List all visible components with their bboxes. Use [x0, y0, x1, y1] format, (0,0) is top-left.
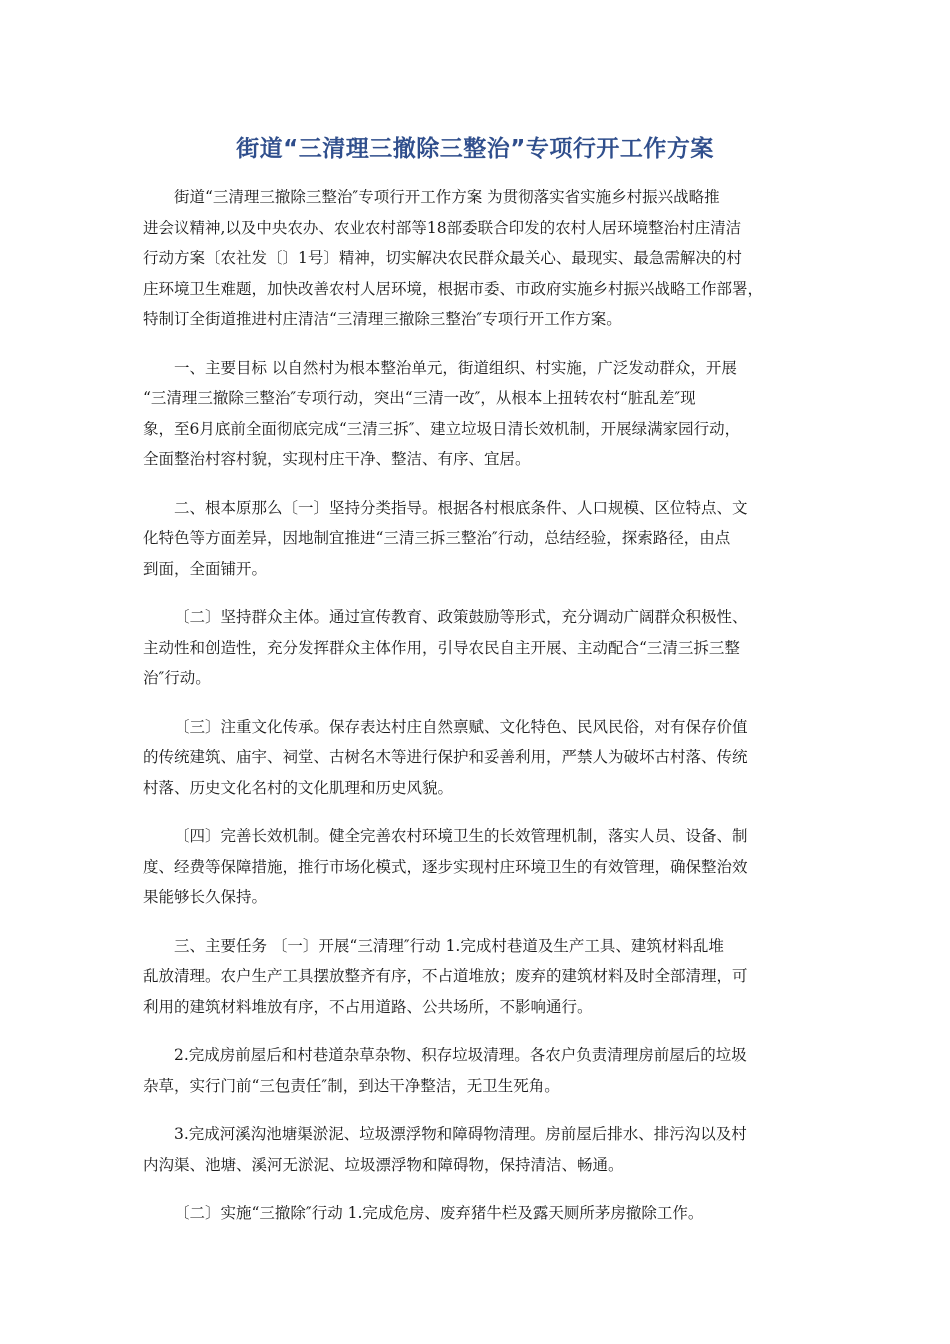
paragraph	[143, 931, 808, 1023]
text-line: 〔三〕注重文化传承。保存表达村庄自然禀赋、文化特色、民风民俗，对有保存价值	[174, 717, 748, 736]
text-line: 乱放清理。农户生产工具摆放整齐有序，不占道堆放；废弃的建筑材料及时全部清理，可	[143, 967, 748, 985]
paragraph	[143, 353, 808, 475]
text-line: 庄环境卫生难题，加快改善农村人居环境，根据市委、市政府实施乡村振兴战略工作部署，	[143, 279, 764, 298]
text-line: 果能够长久保持。	[143, 888, 268, 906]
text-line: 利用的建筑材料堆放有序，不占用道路、公共场所，不影响通行。	[143, 997, 593, 1016]
text-line: 一、主要目标 以自然村为根本整治单元，街道组织、村实施，广泛发动群众，开展	[174, 358, 737, 377]
text-line: 内沟渠、池塘、溪河无淤泥、垃圾漂浮物和障碍物，保持清洁、畅通。	[143, 1155, 624, 1174]
text-line: 3.完成河溪沟池塘渠淤泥、垃圾漂浮物和障碍物清理。房前屋后排水、排污沟以及村	[174, 1125, 747, 1143]
text-line: 全面整治村容村貌，实现村庄干净、整洁、有序、宜居。	[143, 450, 531, 468]
text-line: 特制订全街道推进村庄清洁“三清理三撤除三整治″专项行开工作方案。	[143, 310, 622, 328]
text-line: 到面，全面铺开。	[143, 559, 268, 578]
text-line: 度、经费等保障措施，推行市场化模式，逐步实现村庄环境卫生的有效管理，确保整治效	[143, 857, 748, 876]
text-line: 村落、历史文化名村的文化肌理和历史风貌。	[143, 778, 454, 797]
document-title: 街道“三清理三撤除三整治”专项行开工作方案	[236, 136, 714, 162]
paragraph	[143, 821, 808, 913]
text-line: 主动性和创造性，充分发挥群众主体作用，引导农民自主开展、主动配合“三清三拆三整	[143, 638, 740, 657]
text-line: 杂草，实行门前“三包责任″制，到达干净整洁，无卫生死角。	[143, 1076, 560, 1095]
text-line: 象，至6月底前全面彻底完成“三清三拆″、建立垃圾日清长效机制，开展绿满家园行动，	[143, 419, 741, 438]
text-line: 〔二〕实施“三撤除″行动 1.完成危房、废弃猪牛栏及露天厕所茅房撤除工作。	[174, 1204, 704, 1222]
paragraph	[143, 712, 808, 804]
paragraph	[143, 1119, 808, 1180]
paragraph	[143, 1040, 808, 1101]
text-line: 街道“三清理三撤除三整治″专项行开工作方案 为贯彻落实省实施乡村振兴战略推	[174, 188, 720, 206]
text-line: 〔二〕坚持群众主体。通过宣传教育、政策鼓励等形式，充分调动广阔群众积极性、	[174, 608, 748, 626]
text-line: 进会议精神,以及中央农办、农业农村部等18部委联合印发的农村人居环境整治村庄清洁	[143, 218, 742, 237]
text-line: “三清理三撤除三整治″专项行动，突出“三清一改″，从根本上扭转农村“脏乱差″现	[143, 389, 696, 407]
text-line: 二、根本原那么〔一〕坚持分类指导。根据各村根底条件、人口规模、区位特点、文	[174, 498, 748, 517]
paragraph	[143, 1198, 808, 1229]
text-line: 2.完成房前屋后和村巷道杂草杂物、积存垃圾清理。各农户负责清理房前屋后的垃圾	[174, 1046, 747, 1064]
paragraph	[143, 602, 808, 694]
text-line: 〔四〕完善长效机制。健全完善农村环境卫生的长效管理机制，落实人员、设备、制	[174, 827, 748, 845]
text-line: 三、主要任务 〔一〕开展“三清理″行动 1.完成村巷道及生产工具、建筑材料乱堆	[174, 936, 724, 955]
text-line: 治″行动。	[143, 669, 211, 687]
paragraph	[143, 493, 808, 585]
paragraph	[143, 182, 808, 335]
text-line: 的传统建筑、庙宇、祠堂、古树名木等进行保护和妥善利用，严禁人为破坏古村落、传统	[143, 748, 748, 766]
text-line: 化特色等方面差异，因地制宜推进“三清三拆三整治″行动，总结经验，探索路径，由点	[143, 529, 731, 547]
text-line: 行动方案〔农社发〔〕1号〕精神，切实解决农民群众最关心、最现实、最急需解决的村	[143, 249, 742, 267]
document-body	[143, 182, 808, 1247]
